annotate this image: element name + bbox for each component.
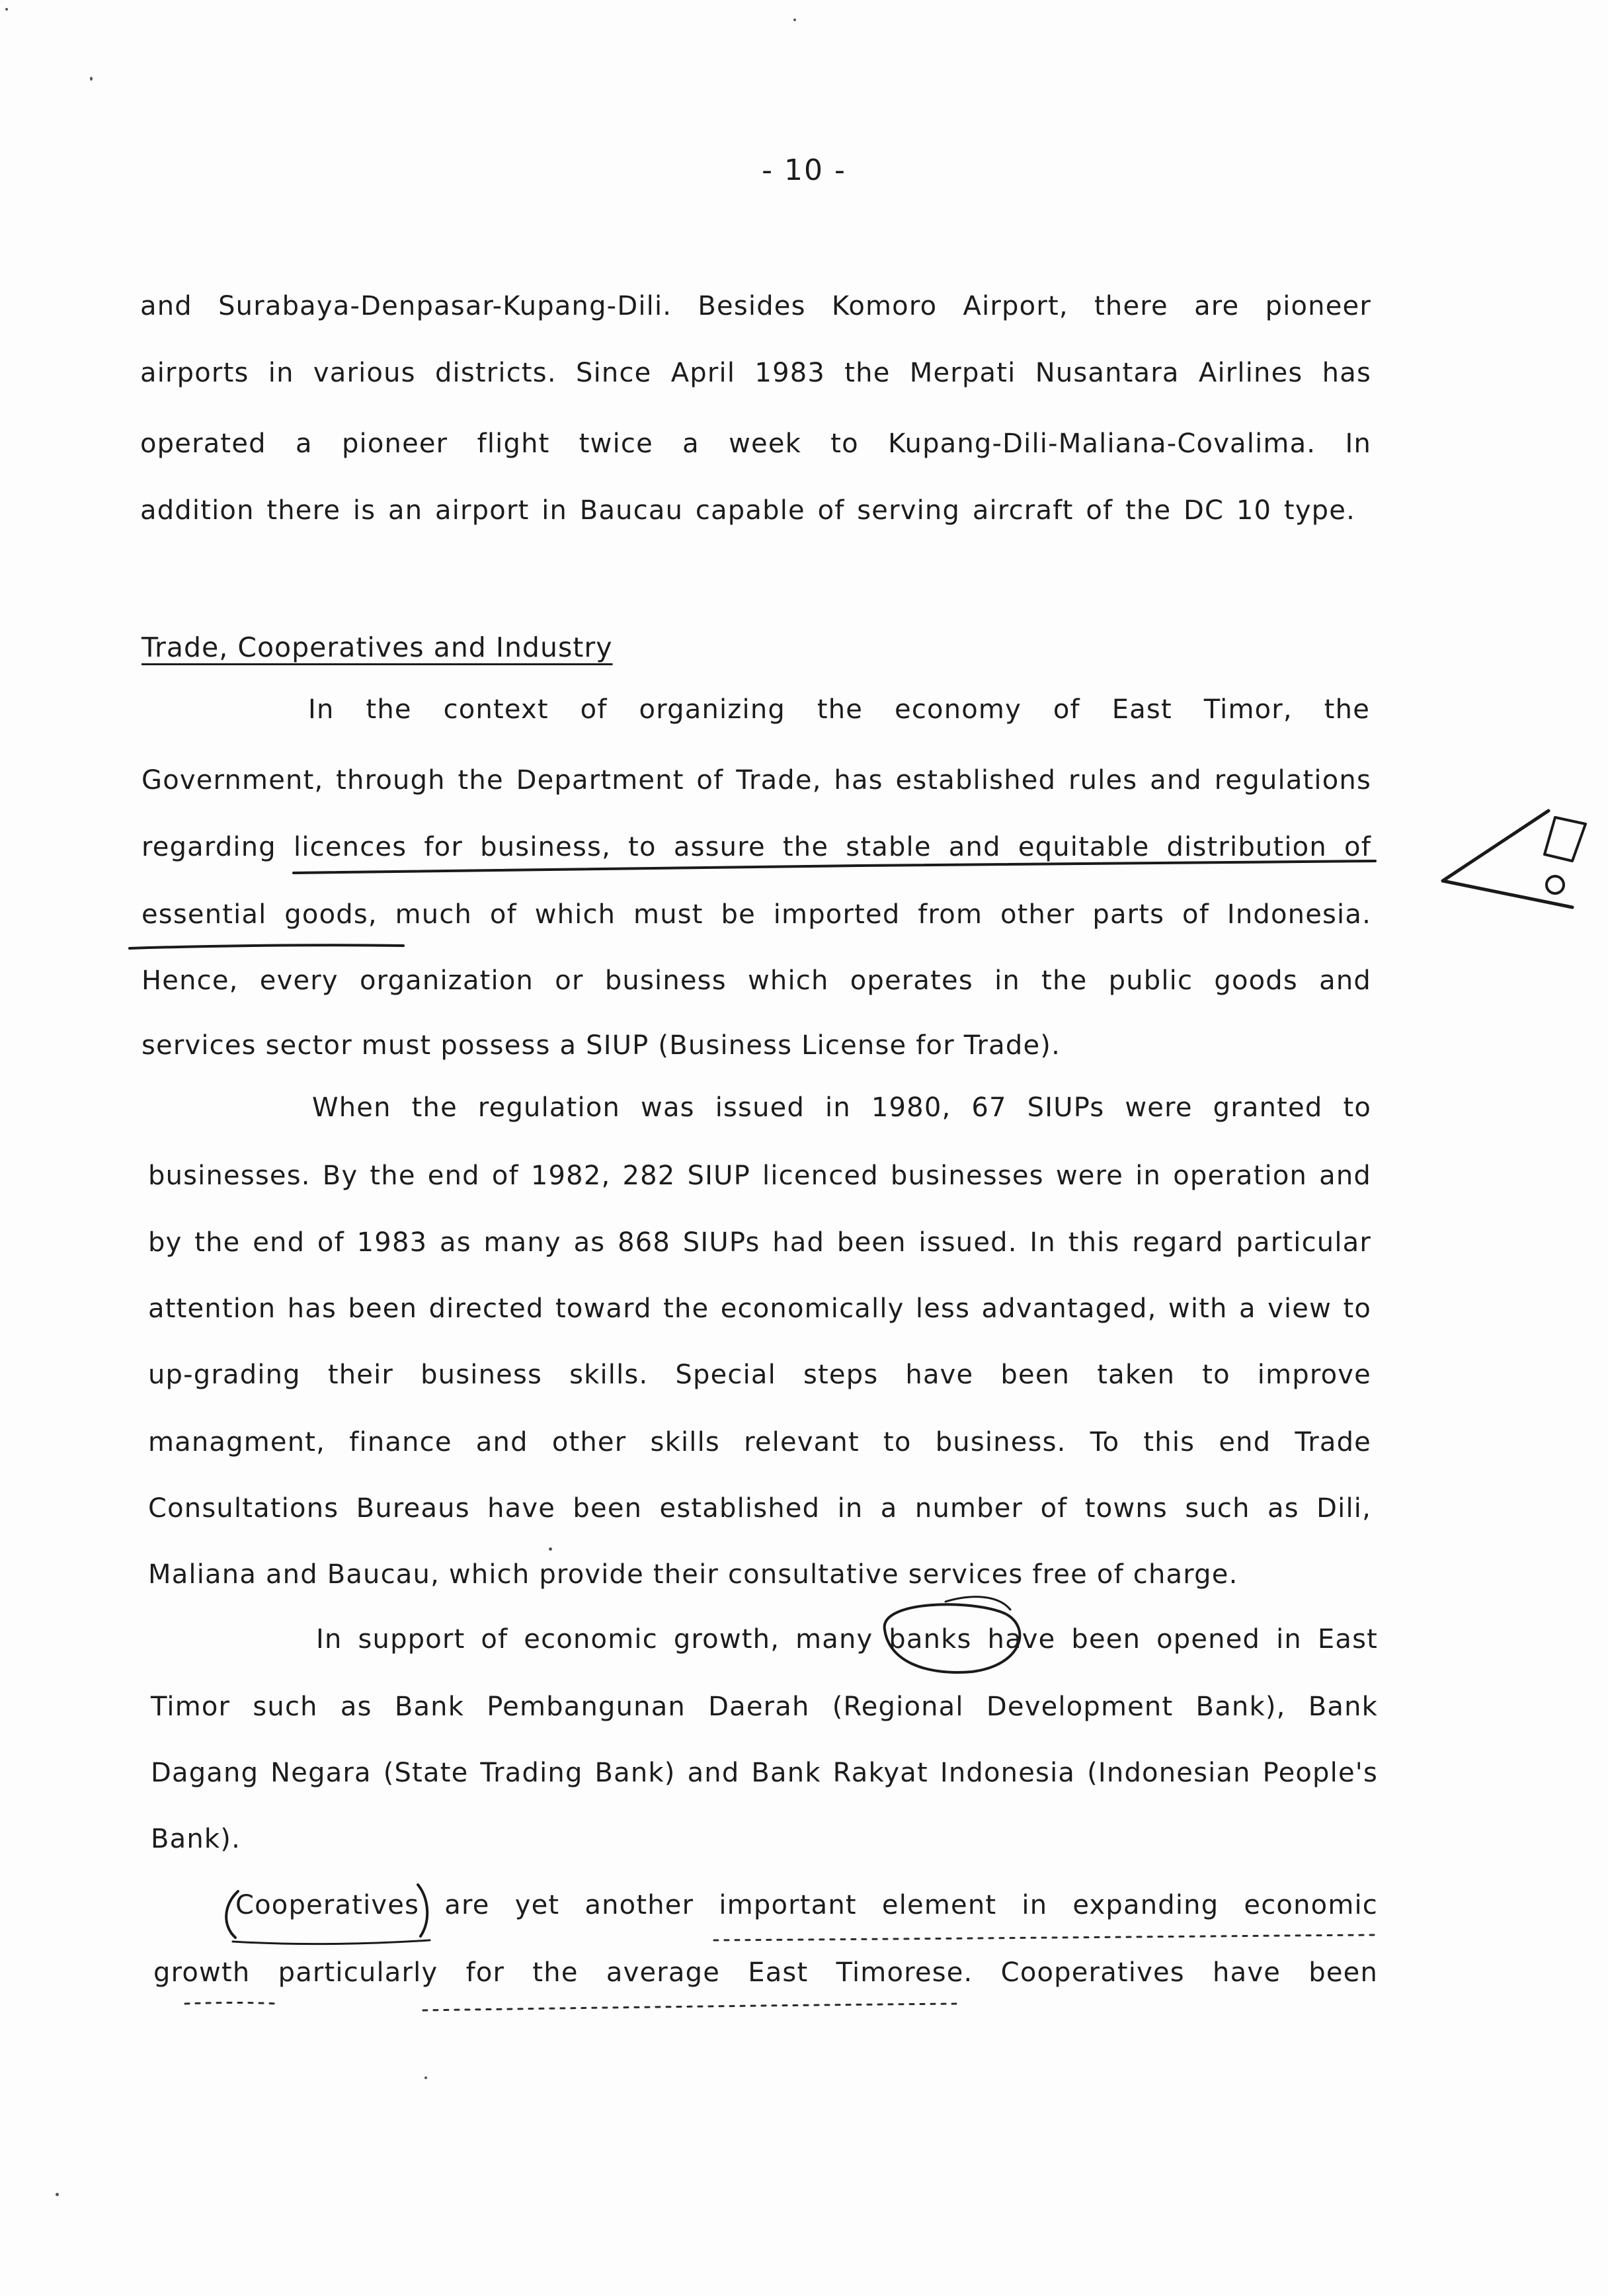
- dotted-underline-mark: [423, 2004, 959, 2010]
- text-line: Maliana and Baucau, which provide their consultative services free of charge.: [148, 1559, 1238, 1590]
- text-line: managment, finance and other skills relevant to business. To this end Trade: [148, 1427, 1371, 1457]
- scan-speck: [549, 1547, 552, 1551]
- text-line: Timor such as Bank Pembangunan Daerah (Regional Development Bank), Bank: [151, 1692, 1378, 1722]
- text-line: and Surabaya-Denpasar-Kupang-Dili. Besides Komoro Airport, there are pioneer: [140, 291, 1371, 321]
- scan-speck: [5, 8, 8, 11]
- scan-speck: [424, 2076, 427, 2079]
- margin-box-mark: [1545, 817, 1586, 861]
- text-line: businesses. By the end of 1982, 282 SIUP licenced businesses were in operation and: [148, 1161, 1371, 1191]
- text-line: Cooperatives are yet another important element in expanding economic: [235, 1890, 1378, 1920]
- scan-speck: [90, 77, 93, 81]
- text-line: Government, through the Department of Trade, has established rules and regulations: [141, 765, 1371, 796]
- text-line: by the end of 1983 as many as 868 SIUPs had been issued. In this regard particular: [148, 1227, 1371, 1258]
- scan-speck: [793, 19, 796, 21]
- text-line: addition there is an airport in Baucau capable of serving aircraft of the DC 10 type.: [140, 495, 1355, 526]
- scan-speck: [56, 2193, 59, 2196]
- text-line: Bank).: [151, 1824, 241, 1854]
- margin-circle-mark: [1547, 876, 1564, 893]
- text-line: up-grading their business skills. Special steps have been taken to improve: [148, 1360, 1371, 1390]
- text-line: services sector must possess a SIUP (Business License for Trade).: [141, 1030, 1061, 1061]
- underline-mark: [294, 861, 1375, 873]
- text-line: In the context of organizing the economy of East Timor, the: [308, 694, 1370, 725]
- section-heading: Trade, Cooperatives and Industry: [141, 632, 613, 663]
- text-line: In support of economic growth, many banks have been opened in East: [316, 1624, 1378, 1655]
- text-line: airports in various districts. Since April 1983 the Merpati Nusantara Airlines has: [140, 358, 1371, 388]
- underline-mark: [130, 945, 403, 948]
- text-line: regarding licences for business, to assure the stable and equitable distribution of: [141, 832, 1371, 862]
- text-line: Consultations Bureaus have been established in a number of towns such as Dili,: [148, 1493, 1371, 1524]
- page-number: - 10 -: [762, 153, 846, 187]
- margin-angle-mark: [1443, 811, 1572, 907]
- text-line: When the regulation was issued in 1980, 67 SIUPs were granted to: [312, 1092, 1371, 1123]
- dotted-underline-mark: [714, 1935, 1377, 1940]
- text-line: essential goods, much of which must be imported from other parts of Indonesia.: [141, 899, 1371, 930]
- text-line: operated a pioneer flight twice a week to Kupang-Dili-Maliana-Covalima. In: [140, 429, 1371, 459]
- text-line: Hence, every organization or business which operates in the public goods and: [141, 965, 1371, 996]
- dotted-underline-mark: [185, 2003, 278, 2004]
- text-line: growth particularly for the average East Timorese. Cooperatives have been: [153, 1957, 1378, 1988]
- text-line: attention has been directed toward the economically less advantaged, with a view to: [148, 1293, 1371, 1324]
- text-line: Dagang Negara (State Trading Bank) and Bank Rakyat Indonesia (Indonesian People's: [151, 1758, 1378, 1788]
